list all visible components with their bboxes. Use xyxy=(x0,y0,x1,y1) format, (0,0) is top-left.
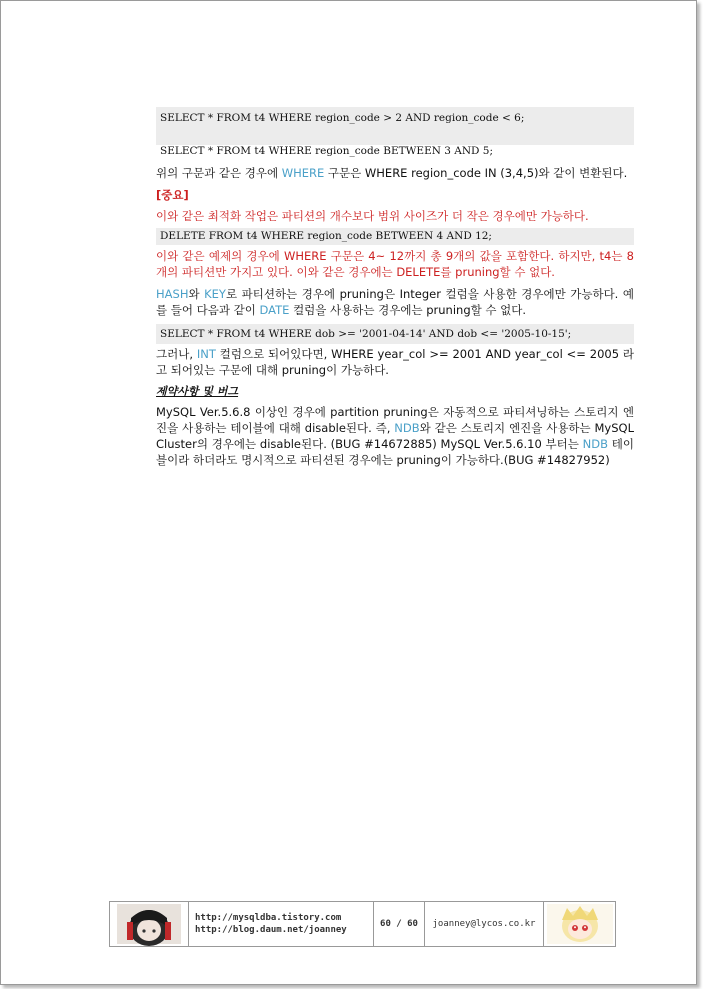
paragraph-limitations: MySQL Ver.5.6.8 이상인 경우에 partition pruning은 자동적으로 파티셔닝하는 스토리지 엔진을 사용하는 테이블에 대해 disable된다. 즉, NDB와 같은 스토리지 엔진을 사용하는 MySQL Cluster의 경우에는 disable된다. (BUG #14672885) MySQL Ver.5.6.10 부터는 NDB 테이블이라 하더라도 명시적으로 파티션된 경우에는 pruning이 가능하다.(BUG #14827952) xyxy=(156,405,635,467)
code-line: SELECT * FROM t4 WHERE region_code > 2 AND region_code < 6; xyxy=(160,112,525,124)
footer-links xyxy=(189,902,374,946)
keyword-where: WHERE xyxy=(283,249,327,263)
keyword-key: KEY xyxy=(204,287,226,301)
paragraph-where-conversion: 위의 구문과 같은 경우에 WHERE 구문은 WHERE region_code IN (3,4,5)와 같이 변환된다. xyxy=(156,166,628,180)
code-line: SELECT * FROM t4 WHERE region_code BETWEEN 3 AND 5; xyxy=(160,145,494,157)
important-label: [중요] xyxy=(156,188,189,202)
keyword-ndb: NDB xyxy=(582,437,609,451)
page-number: 60 / 60 xyxy=(374,902,425,946)
code-block-delete: DELETE FROM t4 WHERE region_code BETWEEN 4 AND 12; xyxy=(156,228,634,245)
paragraph-int-column: 그러나, INT 컬럼으로 되어있다면, WHERE year_col >= 2001 AND year_col <= 2005 라고 되어있는 구문에 대해 pruning이 가능하다. xyxy=(156,347,634,377)
keyword-ndb: NDB xyxy=(394,421,420,435)
page-footer xyxy=(109,901,616,947)
keyword-hash: HASH xyxy=(156,287,189,301)
cartoon-avatar-icon xyxy=(547,904,613,944)
footer-email[interactable]: joanney@lycos.co.kr xyxy=(425,902,544,946)
page-content xyxy=(156,107,634,468)
footer-left-avatar xyxy=(110,902,189,946)
blog-link-tistory[interactable]: http://mysqldba.tistory.com xyxy=(195,913,342,923)
blog-link-daum[interactable]: http://blog.daum.net/joanney xyxy=(195,925,347,935)
section-title: 제약사항 및 버그 xyxy=(156,385,239,398)
keyword-where: WHERE xyxy=(281,166,325,180)
paragraph-hash-key: HASH와 KEY로 파티션하는 경우에 pruning은 Integer 컬럼을 사용한 경우에만 가능하다. 예를 들어 다음과 같이 DATE 컬럼을 사용하는 경우에는 pruning할 수 없다. xyxy=(156,287,634,317)
keyword-int: INT xyxy=(196,347,216,361)
keyword-date: DATE xyxy=(259,303,290,317)
code-block-dob: SELECT * FROM t4 WHERE dob >= '2001-04-14' AND dob <= '2005-10-15'; xyxy=(156,324,634,344)
code-block-region-queries xyxy=(156,107,634,157)
footer-right-avatar xyxy=(544,902,615,946)
important-note: 이와 같은 최적화 작업은 파티션의 개수보다 범위 사이즈가 더 작은 경우에만 가능하다. xyxy=(156,209,589,223)
paragraph-delete-explain: 이와 같은 예제의 경우에 WHERE 구문은 4~ 12까지 총 9개의 값을 포함한다. 하지만, t4는 8개의 파티션만 가지고 있다. 이와 같은 경우에는 DELETE를 pruning할 수 없다. xyxy=(156,249,635,279)
avatar-icon xyxy=(117,904,181,944)
